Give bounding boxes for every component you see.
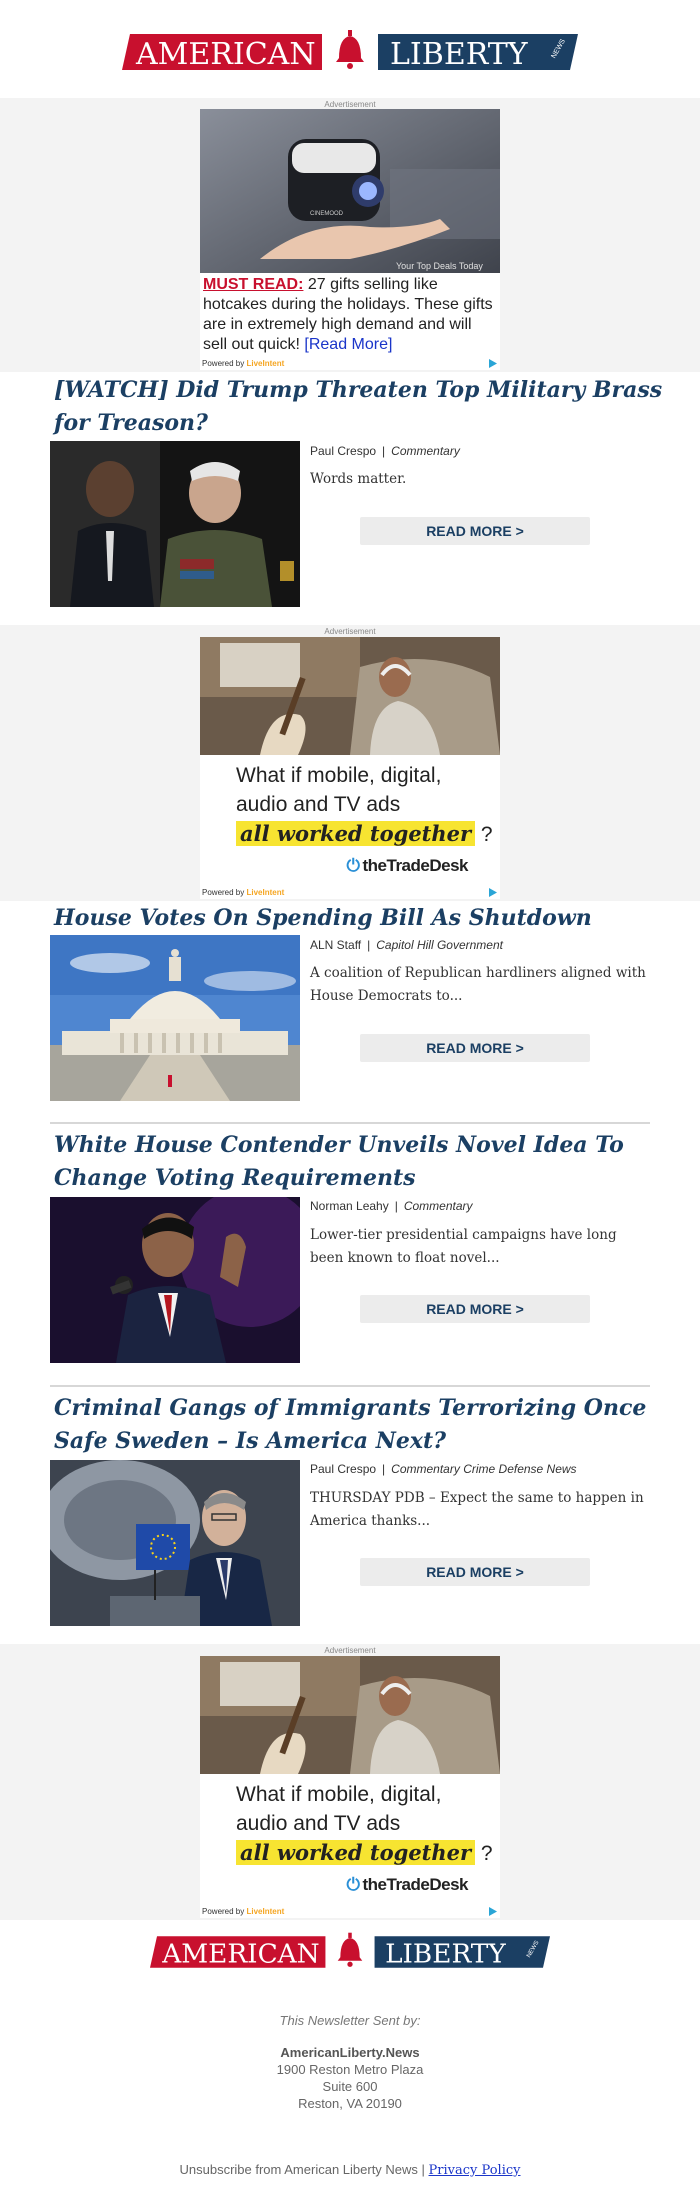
article-3-meta [310,1199,473,1213]
section-divider [50,1122,650,1124]
article-1-category[interactable]: Commentary [391,444,460,458]
footer-logo[interactable] [150,1928,550,1976]
ad-section-tradedesk-1 [0,625,700,901]
article-3-title[interactable]: White House Contender Unveils Novel Idea To Change Voting Requirements [54,1132,624,1191]
tradedesk-logo-text: theTradeDesk [362,856,468,875]
article-2-meta [310,938,503,952]
must-read-label[interactable]: MUST READ: [203,276,304,293]
article-4-read-more-button[interactable]: READ MORE > [360,1558,590,1586]
article-4-author[interactable]: Paul Crespo [310,1462,377,1476]
article-3-image[interactable] [50,1197,300,1363]
tradedesk-ad-copy [236,761,496,849]
logo-text-left: AMERICAN [136,37,316,72]
ad-image-caption: Your Top Deals Today [396,261,483,271]
tradedesk-qmark: ? [475,1842,493,1865]
article-3-excerpt: Lower-tier presidential campaigns have long been known to float novel... [310,1227,617,1266]
ad-footer [200,887,500,899]
advertisement-label: Advertisement [324,1646,376,1655]
address-line-3: Reston, VA 20190 [298,2096,402,2111]
meta-separator: | [382,444,386,458]
ad-footer [200,1906,500,1918]
power-icon: ⏻ [346,1875,360,1894]
ad-section-tradedesk-2 [0,1644,700,1920]
tradedesk-line-2: audio and TV ads [236,1812,401,1835]
projector-ad-image[interactable] [200,109,500,273]
powered-by-text: Powered by [202,359,245,368]
article-4-excerpt: THURSDAY PDB – Expect the same to happen in America thanks... [310,1490,644,1529]
adchoices-icon[interactable] [487,358,498,369]
liveintent-brand[interactable]: LiveIntent [246,1907,285,1916]
article-3-read-more-button[interactable]: READ MORE > [360,1295,590,1323]
gift-ad-copy[interactable] [203,275,497,355]
tradedesk-ad[interactable] [200,1656,500,1918]
liveintent-brand[interactable]: LiveIntent [246,888,285,897]
powered-by-text: Powered by [202,1907,245,1916]
ad-section-gifts [0,98,700,372]
tradedesk-ad-image[interactable] [200,1656,500,1774]
unsubscribe-bar [0,2162,700,2178]
article-3-category[interactable]: Commentary [403,1199,473,1213]
privacy-policy-link[interactable]: Privacy Policy [428,2163,521,2178]
projector-brand: CINEMOOD [310,211,343,217]
tradedesk-line-1: What if mobile, digital, [236,1783,442,1806]
meta-separator: | [394,1199,398,1213]
article-2-read-more-button[interactable]: READ MORE > [360,1034,590,1062]
article-2-title[interactable]: House Votes On Spending Bill As Shutdown [54,905,592,931]
tradedesk-ad[interactable] [200,637,500,899]
advertisement-label: Advertisement [324,100,376,109]
gift-ad[interactable] [200,109,500,370]
article-2-category[interactable]: Capitol Hill Government [376,938,503,952]
meta-separator: | [382,1462,386,1476]
adchoices-icon[interactable] [487,1906,498,1917]
article-1-read-more-button[interactable]: READ MORE > [360,517,590,545]
logo-news-tag: NEWS [550,38,567,60]
article-2-excerpt: A coalition of Republican hardliners aligned with House Democrats to... [310,965,646,1004]
logo-news-tag: NEWS [525,1939,541,1959]
article-4-category[interactable]: Commentary Crime Defense News [391,1462,577,1476]
tradedesk-logo-text: theTradeDesk [362,1875,468,1894]
logo-text-right: LIBERTY [390,37,528,72]
ad-footer [200,358,500,370]
article-1-title[interactable]: [WATCH] Did Trump Threaten Top Military Brass for Treason? [54,377,663,436]
gift-ad-body: 27 gifts selling like hotcakes during the holidays. These gifts are in extremely high demand and will sell out quick! [203,276,493,353]
tradedesk-logo[interactable] [347,1875,468,1895]
article-1-meta [310,444,460,458]
tradedesk-line-2: audio and TV ads [236,793,401,816]
logo-text-left: AMERICAN [162,1939,320,1970]
article-4-title[interactable]: Criminal Gangs of Immigrants Terrorizing Once Safe Sweden – Is America Next? [54,1395,647,1454]
section-divider [50,1385,650,1387]
logo-text-right: LIBERTY [385,1939,506,1970]
header [0,0,700,98]
address-line-2: Suite 600 [322,2079,378,2094]
article-4-meta [310,1462,577,1476]
article-1-author[interactable]: Paul Crespo [310,444,377,458]
article-2-image[interactable] [50,935,300,1101]
article-4-image[interactable] [50,1460,300,1626]
tradedesk-line-1: What if mobile, digital, [236,764,442,787]
gift-ad-read-more-link[interactable]: [Read More] [304,336,393,353]
meta-separator: | [367,938,371,952]
tradedesk-logo[interactable] [347,856,468,876]
adchoices-icon[interactable] [487,887,498,898]
article-1-excerpt: Words matter. [310,471,407,487]
tradedesk-qmark: ? [475,823,493,846]
advertisement-label: Advertisement [324,627,376,636]
tradedesk-ad-copy [236,1780,496,1868]
tradedesk-highlight: all worked together [236,821,475,846]
footer-divider: | [417,2162,429,2177]
org-name: AmericanLiberty.News [280,2045,420,2060]
power-icon: ⏻ [346,856,360,875]
article-1-image[interactable] [50,441,300,607]
article-3-author[interactable]: Norman Leahy [310,1199,389,1213]
sent-by-text: This Newsletter Sent by: [279,2013,421,2028]
unsubscribe-link[interactable]: Unsubscribe from American Liberty News [179,2162,418,2177]
powered-by-text: Powered by [202,888,245,897]
tradedesk-highlight: all worked together [236,1840,475,1865]
liveintent-brand[interactable]: LiveIntent [246,359,285,368]
tradedesk-ad-image[interactable] [200,637,500,755]
site-logo[interactable] [122,28,578,76]
address-line-1: 1900 Reston Metro Plaza [276,2062,424,2077]
article-2-author[interactable]: ALN Staff [310,938,362,952]
